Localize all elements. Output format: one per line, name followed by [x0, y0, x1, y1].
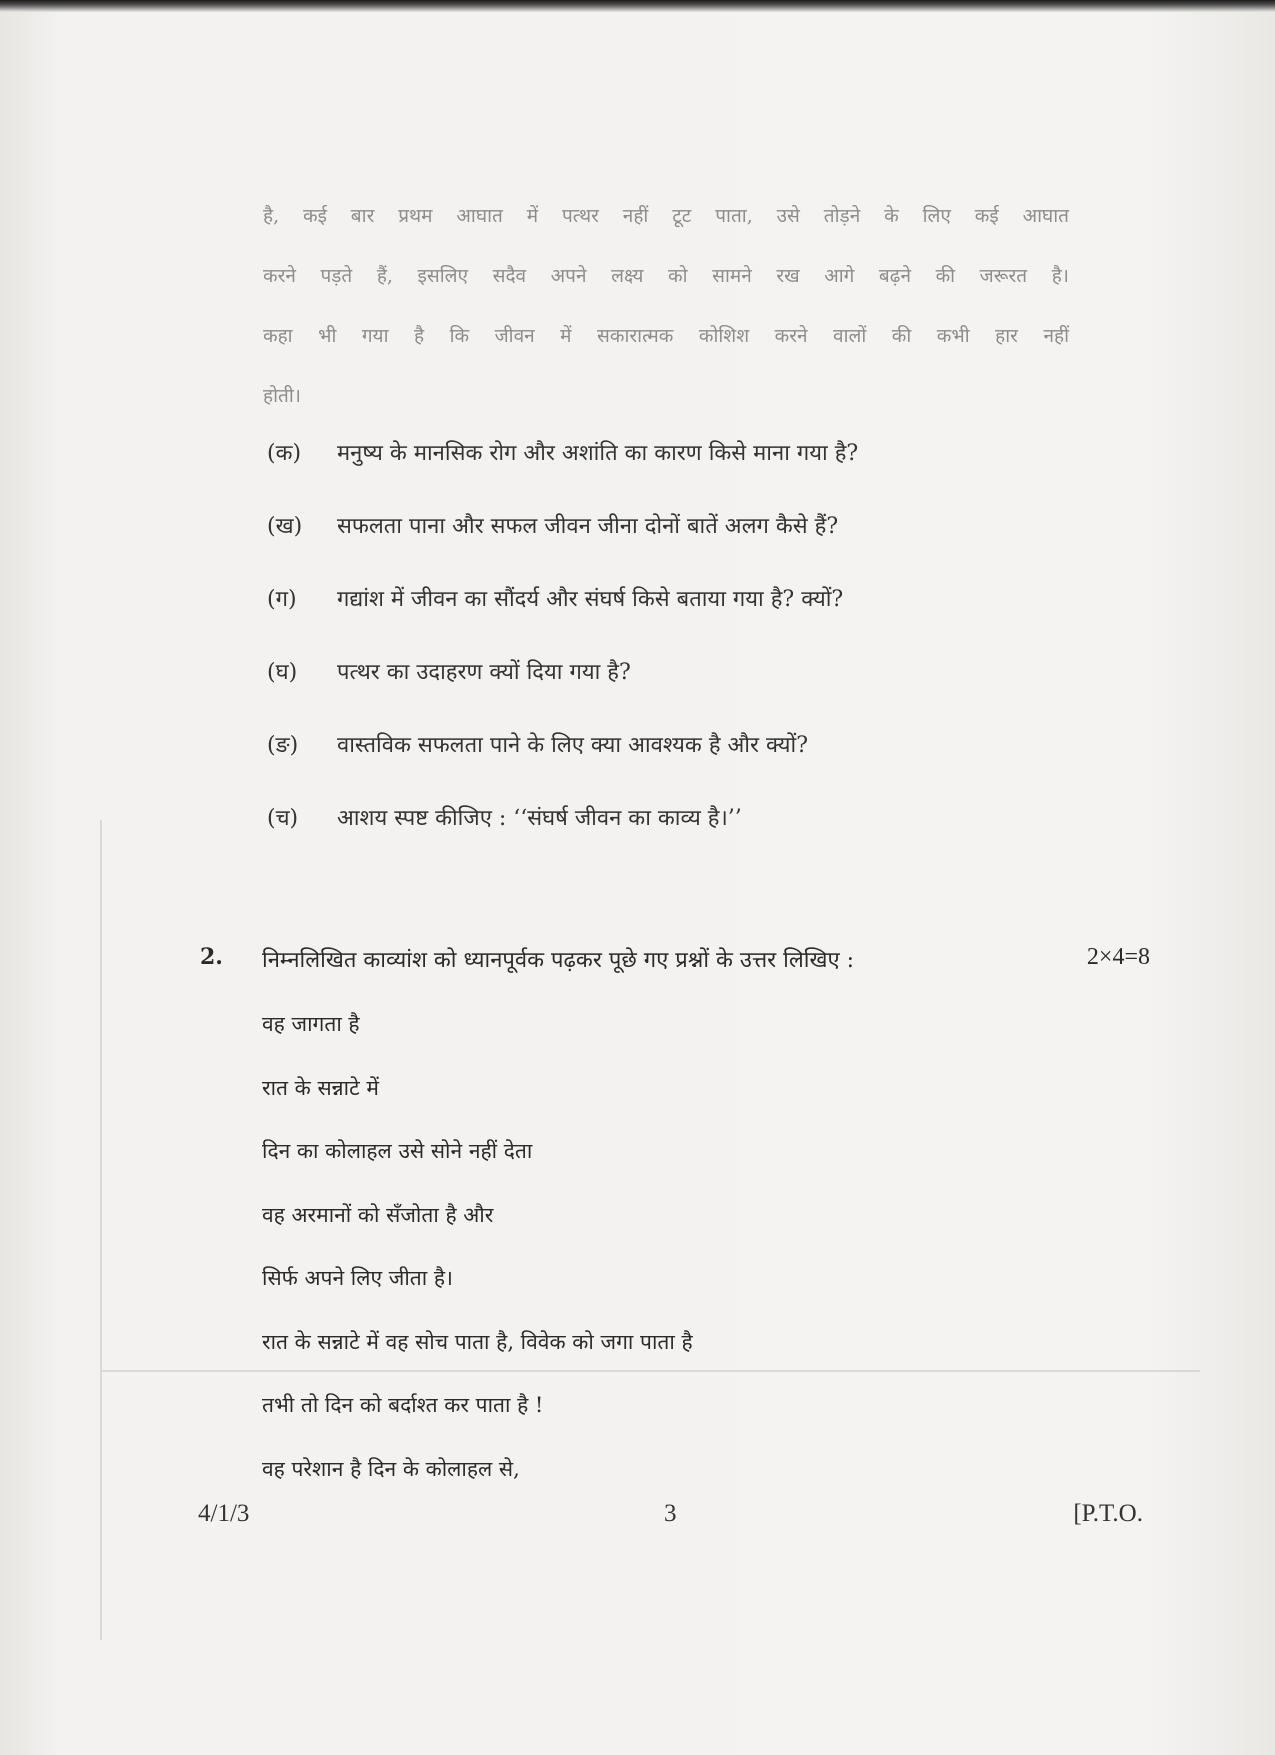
- subquestion-ka: [267, 437, 1027, 510]
- passage-continuation: [263, 186, 1069, 426]
- subquestion-marker: (घ): [267, 660, 298, 685]
- question-marks: 2×4=8: [1086, 944, 1150, 970]
- poem-line: दिन का कोलाहल उसे सोने नहीं देता: [262, 1139, 533, 1163]
- poem-line: सिर्फ अपने लिए जीता है।: [262, 1266, 453, 1290]
- question-number: 2.: [200, 944, 223, 970]
- subquestion-ga: [267, 583, 1027, 656]
- subquestion-nga: [267, 729, 1027, 802]
- subquestion-text: आशय स्पष्ट कीजिए : ‘‘संघर्ष जीवन का काव्य है।’’: [337, 806, 742, 831]
- subquestion-text: पत्थर का उदाहरण क्यों दिया गया है?: [337, 660, 631, 685]
- please-turn-over: [P.T.O.: [1073, 1500, 1143, 1527]
- subquestion-gha: [267, 656, 1027, 729]
- subquestion-text: मनुष्य के मानसिक रोग और अशांति का कारण किसे माना गया है?: [337, 441, 859, 466]
- subquestion-text: वास्तविक सफलता पाने के लिए क्या आवश्यक है और क्यों?: [337, 733, 809, 758]
- passage-line: करने पड़ते हैं, इसलिए सदैव अपने लक्ष्य को सामने रख आगे बढ़ने की जरूरत है।: [263, 265, 1069, 287]
- passage-line: होती।: [263, 385, 301, 407]
- subquestion-marker: (च): [267, 806, 299, 831]
- page-footer: [198, 1500, 1143, 1540]
- scan-top-edge: [0, 0, 1275, 12]
- page-number: 3: [664, 1500, 677, 1527]
- poem-line: वह जागता है: [262, 1012, 360, 1036]
- poem-line: रात के सन्नाटे में: [262, 1075, 379, 1100]
- question-1-subparts: [267, 437, 1027, 875]
- subquestion-marker: (ख): [267, 514, 303, 539]
- subquestion-marker: (क): [267, 441, 302, 466]
- subquestion-text: सफलता पाना और सफल जीवन जीना दोनों बातें अलग कैसे हैं?: [337, 514, 839, 539]
- poem-excerpt: [262, 1010, 1062, 1518]
- poem-line: तभी तो दिन को बर्दाश्त कर पाता है !: [262, 1393, 544, 1417]
- passage-line: कहा भी गया है कि जीवन में सकारात्मक कोशिश करने वालों की कभी हार नहीं: [263, 325, 1069, 347]
- subquestion-cha: [267, 802, 1027, 875]
- subquestion-kha: [267, 510, 1027, 583]
- question-instruction: निम्नलिखित काव्यांश को ध्यानपूर्वक पढ़कर पूछे गए प्रश्नों के उत्तर लिखिए :: [262, 948, 855, 973]
- passage-line: है, कई बार प्रथम आघात में पत्थर नहीं टूट पाता, उसे तोड़ने के लिए कई आघात: [263, 205, 1069, 227]
- poem-line: वह परेशान है दिन के कोलाहल से,: [262, 1456, 520, 1481]
- page-fold-line: [100, 820, 102, 1640]
- question-2-header: [200, 944, 1150, 974]
- subquestion-text: गद्यांश में जीवन का सौंदर्य और संघर्ष किसे बताया गया है? क्यों?: [337, 587, 844, 612]
- paper-code: 4/1/3: [198, 1500, 250, 1527]
- poem-line: वह अरमानों को सँजोता है और: [262, 1202, 494, 1227]
- poem-line: रात के सन्नाटे में वह सोच पाता है, विवेक को जगा पाता है: [262, 1329, 693, 1354]
- subquestion-marker: (ङ): [267, 733, 299, 758]
- subquestion-marker: (ग): [267, 587, 297, 612]
